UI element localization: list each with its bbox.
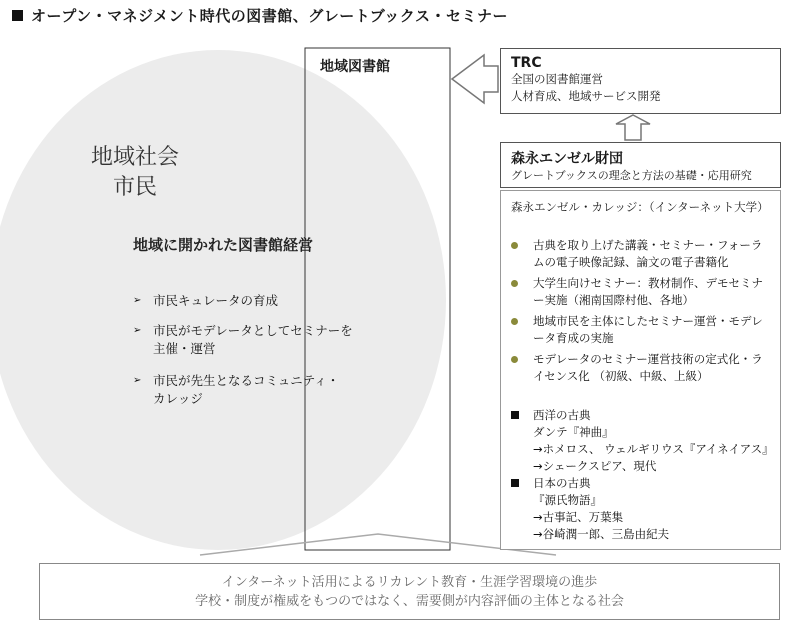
foundation-to-trc-arrow bbox=[616, 115, 650, 140]
bullet-dot-icon bbox=[511, 280, 518, 287]
arrow-bullet-icon: ➢ bbox=[133, 325, 142, 336]
trc-to-library-arrow bbox=[452, 55, 498, 103]
bottom-banner bbox=[39, 563, 780, 620]
japanese-line: 『源氏物語』 bbox=[533, 493, 602, 507]
open-library-heading: 地域に開かれた図書館経営 bbox=[133, 236, 314, 254]
open-library-item-text: 市民キュレータの育成 bbox=[153, 293, 279, 308]
japanese-line: →古事記、万葉集 bbox=[533, 510, 624, 524]
bullet-dot-icon bbox=[511, 356, 518, 363]
western-line: →ホメロス、 ウェルギリウス『アイネイアス』 bbox=[533, 442, 774, 456]
foundation-box bbox=[500, 142, 781, 188]
foundation-title: 森永エンゼル財団 bbox=[511, 151, 623, 167]
bullet-dot-icon bbox=[511, 318, 518, 325]
square-bullet-icon bbox=[511, 411, 519, 419]
open-library-item-text: 市民がモデレータとしてセミナーを主催・運営 bbox=[153, 323, 353, 356]
community-label-line2: 市民 bbox=[112, 175, 157, 200]
college-bullet-text: 大学生向けセミナー：教材制作、デモセミナー実施（湘南国際村他、各地） bbox=[533, 276, 763, 307]
japanese-line: →谷崎潤一郎、三島由紀夫 bbox=[533, 527, 670, 541]
open-library-list bbox=[133, 292, 373, 422]
foundation-subtitle: グレートブックスの理念と方法の基礎・応用研究 bbox=[511, 169, 752, 182]
college-list bbox=[511, 237, 774, 541]
trc-box bbox=[500, 48, 781, 114]
bottom-line2: 学校・制度が権威をもつのではなく、需要側が内容評価の主体となる社会 bbox=[195, 594, 624, 609]
bottom-line1: インターネット活用によるリカレント教育・生涯学習環境の進歩 bbox=[221, 575, 598, 590]
page-title-text: オープン・マネジメント時代の図書館、グレートブックス・セミナー bbox=[31, 7, 509, 25]
western-heading: 西洋の古典 bbox=[533, 408, 591, 422]
college-bullet-text: モデレータのセミナー運営技術の定式化・ライセンス化 （初級、中級、上級） bbox=[533, 352, 763, 383]
arrow-bullet-icon: ➢ bbox=[133, 295, 142, 306]
community-label bbox=[80, 143, 190, 203]
square-bullet-icon bbox=[511, 479, 519, 487]
open-library-item-text: 市民が先生となるコミュニティ・カレッジ bbox=[153, 373, 340, 406]
library-label: 地域図書館 bbox=[320, 59, 390, 75]
college-heading: 森永エンゼル・カレッジ：（インターネット大学） bbox=[511, 200, 769, 214]
college-bullet-text: 古典を取り上げた講義・セミナー・フォーラムの電子映像記録、論文の電子書籍化 bbox=[533, 238, 763, 269]
arrow-bullet-icon: ➢ bbox=[133, 375, 142, 386]
japanese-heading: 日本の古典 bbox=[533, 476, 591, 490]
western-line: ダンテ『神曲』 bbox=[533, 425, 614, 439]
bullet-dot-icon bbox=[511, 242, 518, 249]
college-box bbox=[500, 190, 781, 550]
western-line: →シェークスピア、現代 bbox=[533, 459, 657, 473]
trc-line2: 人材育成、地域サービス開発 bbox=[511, 89, 661, 103]
community-label-line1: 地域社会 bbox=[90, 145, 179, 170]
trc-line1: 全国の図書館運営 bbox=[511, 72, 603, 86]
trc-title: TRC bbox=[511, 55, 542, 71]
college-bullet-text: 地域市民を主体にしたセミナー運営・モデレータ育成の実施 bbox=[533, 314, 763, 345]
